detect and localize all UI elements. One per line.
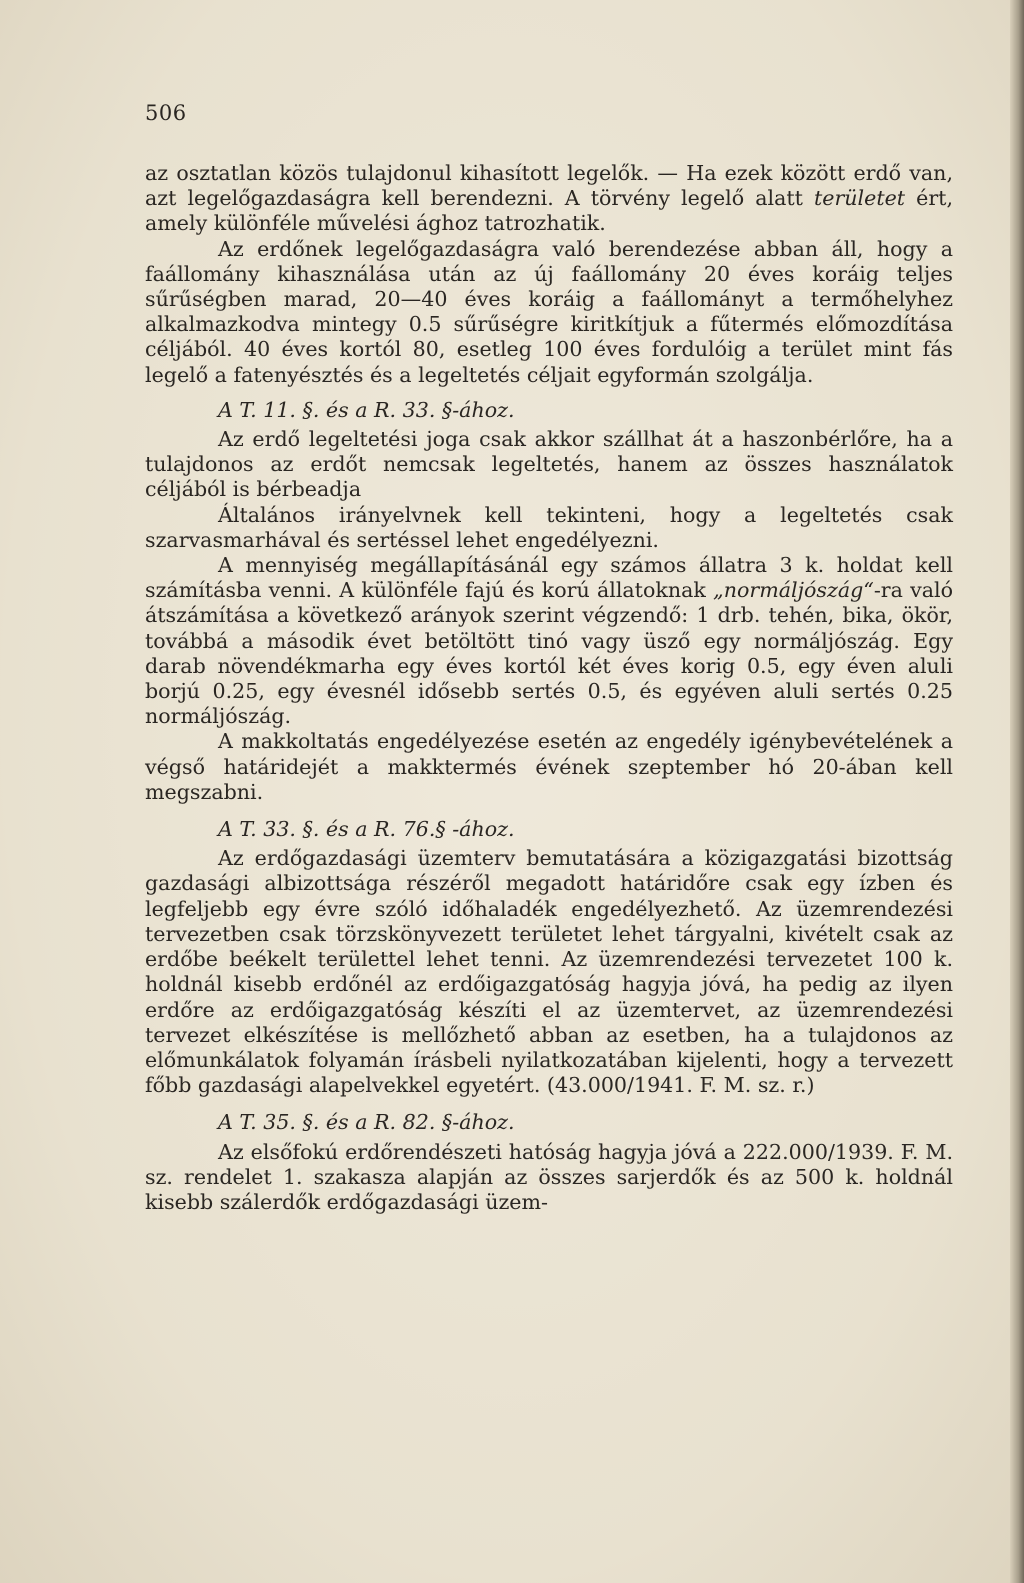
paragraph: Az erdő legeltetési joga csak akkor szállhat át a haszonbérlőre, ha a tulajdonos az erdőt nemcsak legeltetés, hanem az összes használatok céljából is bérbeadja: [145, 427, 953, 502]
page-number: 506: [145, 101, 187, 125]
paragraph-text: ért, amely különféle művelési ághoz tatrozhatik.: [145, 186, 953, 236]
paragraph: Az erdőgazdasági üzemterv bemutatására a közigazgatási bizottság gazdasági albizottsága részéről megadott határidőre csak egy ízben és legfeljebb egy évre szóló időhaladék engedélyezhető. Az üzemrendezési tervezetben csak törzskönyvezett területet lehet tárgyalni, kivételt csak az erdőbe beékelt területtel lehet tenni. Az üzemrendezési tervezetet 100 k. holdnál kisebb erdőnél az erdőigazgatóság hagyja jóvá, ha pedig az ilyen erdőre az erdőigazgatóság készíti el az üzemtervet, az üzemrendezési tervezet elkészítése is mellőzhető abban az esetben, ha a tulajdonos az előmunkálatok folyamán írásbeli nyilatkozatában kijelenti, hogy a tervezett főbb gazdasági alapelvekkel egyetért. (43.000/1941. F. M. sz. r.): [145, 846, 953, 1098]
paragraph-text: -ra való átszámítása a következő arányok szerint végzendő: 1 drb. tehén, bika, ökör, továbbá a második évet betöltött tinó vagy üsző egy normáljószág. Egy darab növendékmarha egy éves kortól két éves korig 0.5, egy éven aluli borjú 0.25, egy évesnél idősebb sertés 0.5, és egyéven aluli sertés 0.25 normáljószág.: [145, 578, 953, 729]
paragraph: Az erdőnek legelőgazdaságra való berendezése abban áll, hogy a faállomány kihasználása után az új faállomány 20 éves koráig teljes sűrűségben marad, 20—40 éves koráig a faállományt a termőhelyhez alkalmazkodva mintegy 0.5 sűrűségre kiritkítjuk a fűtermés előmozdítása céljából. 40 éves kortól 80, esetleg 100 éves fordulóig a terület mint fás legelő a fatenyésztés és a legeltetés céljait egyformán szolgálja.: [145, 236, 953, 387]
italic-term: „normáljószág“: [713, 578, 874, 603]
page-edge-shadow: [1010, 0, 1024, 1583]
paragraph: A makkoltatás engedélyezése esetén az engedély igénybevételének a végső határidejét a makktermés évének szeptember hó 20-ában kell megszabni.: [145, 729, 953, 804]
section-heading: A T. 33. §. és a R. 76.§ -ához.: [218, 817, 515, 842]
paragraph-intro: [145, 161, 953, 237]
paragraph-text: A mennyiség megállapításánál egy számos állatra 3 k. holdat kell számításba venni. A különféle fajú és korú állatoknak: [145, 553, 953, 603]
section-heading: A T. 35. §. és a R. 82. §-ához.: [218, 1110, 515, 1135]
section-heading: A T. 11. §. és a R. 33. §-ához.: [218, 397, 515, 422]
paragraph: Általános irányelvnek kell tekinteni, hogy a legeltetés csak szarvasmarhával és sertéssel lehet engedélyezni.: [145, 502, 953, 552]
body-text: [145, 161, 953, 1215]
paragraph: Az elsőfokú erdőrendészeti hatóság hagyja jóvá a 222.000/1939. F. M. sz. rendelet 1. szakasza alapján az összes sarjerdők és az 500 k. holdnál kisebb szálerdők erdőgazdasági üzem-: [145, 1139, 953, 1214]
italic-term: területet: [813, 186, 906, 211]
paragraph: [145, 553, 953, 729]
paragraph-text: az osztatlan közös tulajdonul kihasított legelők. — Ha ezek között erdő van, azt legelőgazdaságra kell berendezni. A törvény legelő alatt: [145, 161, 953, 211]
